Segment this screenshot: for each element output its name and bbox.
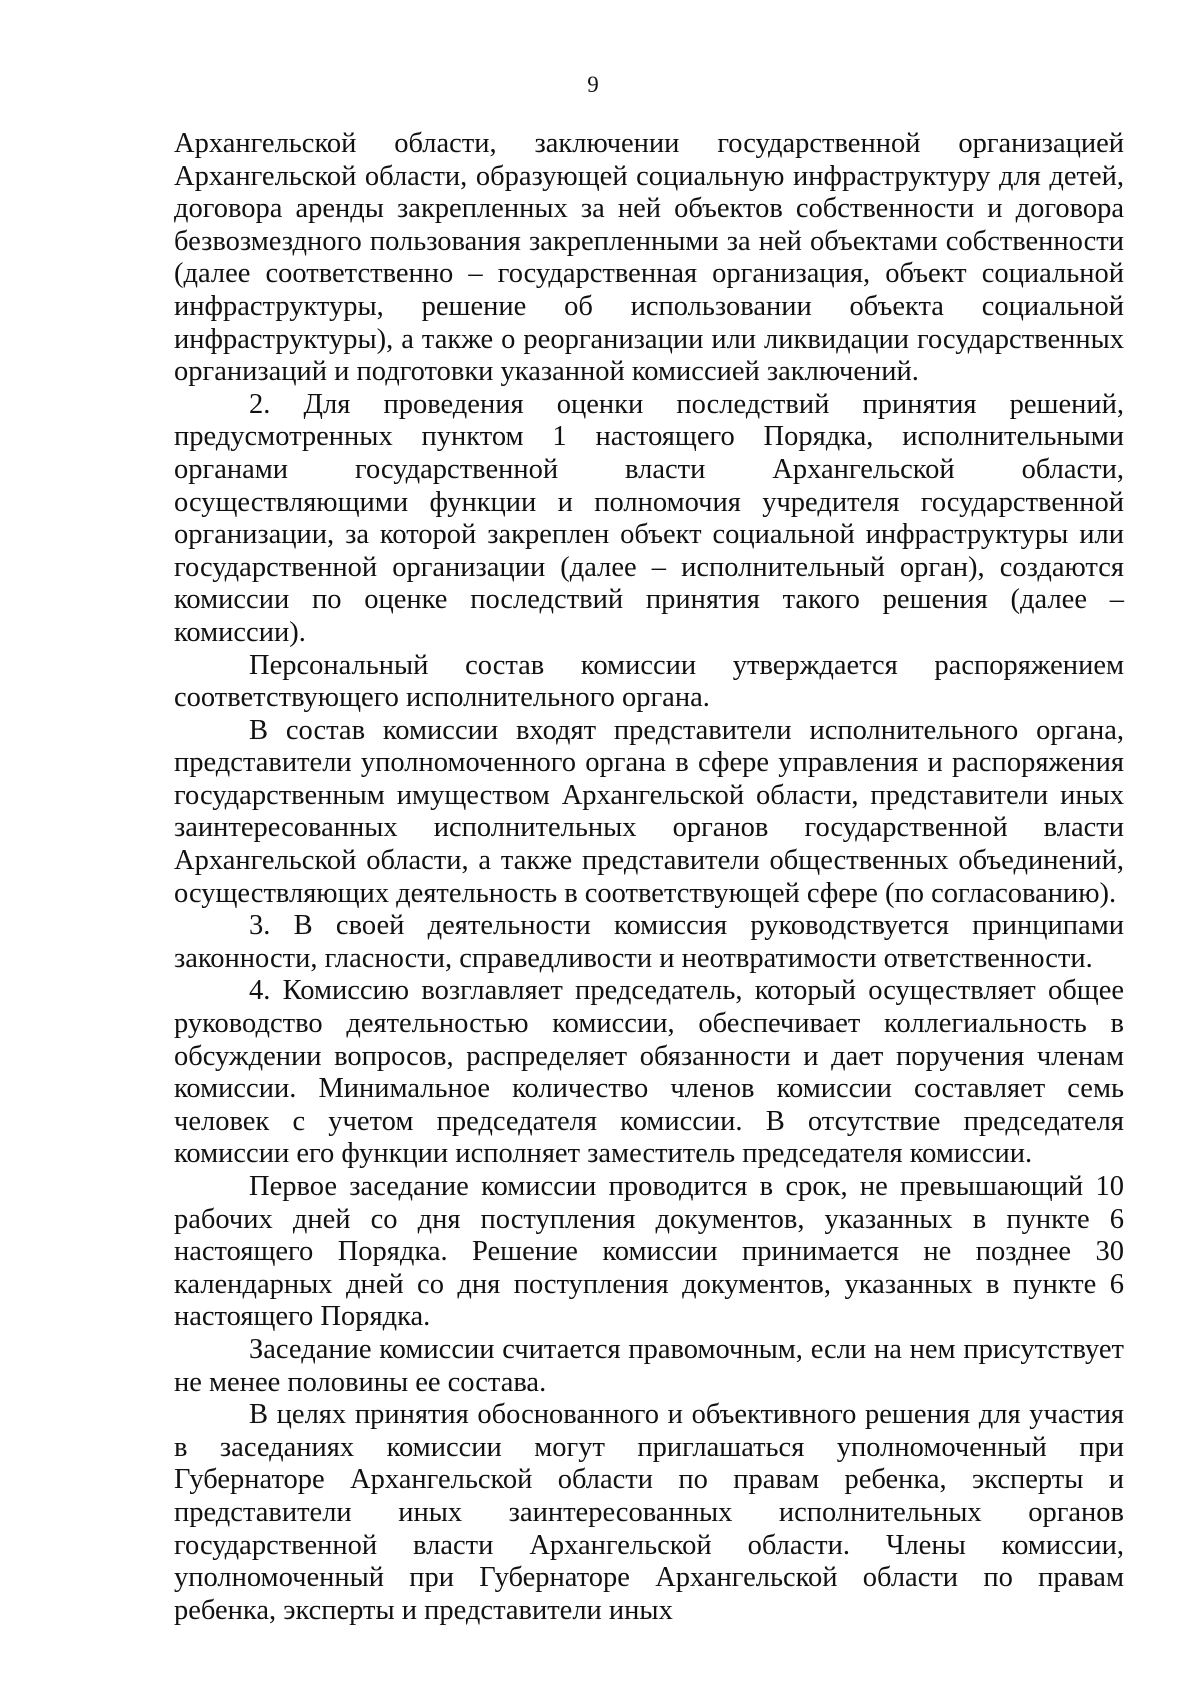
paragraph-quorum: Заседание комиссии считается правомочным, если на нем присутствует не менее половины ее состава. (174, 1333, 1124, 1398)
page-number: 9 (587, 72, 599, 97)
paragraph-item-3: 3. В своей деятельности комиссия руководствуется принципами законности, гласности, справедливости и неотвратимости ответственности. (174, 910, 1124, 974)
paragraph-invitees: В целях принятия обоснованного и объективного решения для участия в заседаниях комиссии могут приглашаться уполномоченный при Губернаторе Архангельской области по правам ребенка, эксперты и представители иных заинтересованных исполнительных органов государственной власти Архангельской области. Члены комиссии, уполномоченный при Губернаторе Архангельской области по правам ребенка, эксперты и представители иных (174, 1399, 1124, 1626)
paragraph-commission-members: В состав комиссии входят представители исполнительного органа, представители уполномоченного органа в сфере управления и распоряжения государственным имуществом Архангельской области, представители иных заинтересованных исполнительных органов государственной власти Архангельской области, а также представители общественных объединений, осуществляющих деятельность в соответствующей сфере (по согласованию). (174, 714, 1124, 909)
paragraph-item-2: 2. Для проведения оценки последствий принятия решений, предусмотренных пунктом 1 настоящего Порядка, исполнительными органами государственной власти Архангельской области, осуществляющими функции и полномочия учредителя государственной организации, за которой закреплен объект социальной инфраструктуры или государственной организации (далее – исполнительный орган), создаются комиссии по оценке последствий принятия такого решения (далее – комиссии). (174, 388, 1124, 648)
paragraph-item-4: 4. Комиссию возглавляет председатель, который осуществляет общее руководство деятельностью комиссии, обеспечивает коллегиальность в обсуждении вопросов, распределяет обязанности и дает поручения членам комиссии. Минимальное количество членов комиссии составляет семь человек с учетом председателя комиссии. В отсутствие председателя комиссии его функции исполняет заместитель председателя комиссии. (174, 975, 1124, 1170)
document-body (174, 128, 1124, 1627)
paragraph-personal-composition: Персональный состав комиссии утверждается распоряжением соответствующего исполнительного органа. (174, 649, 1124, 714)
paragraph-continuation: Архангельской области, заключении государственной организацией Архангельской области, образующей социальную инфраструктуру для детей, договора аренды закрепленных за ней объектов собственности и договора безвозмездного пользования закрепленными за ней объектами собственности (далее соответственно – государственная организация, объект социальной инфраструктуры, решение об использовании объекта социальной инфраструктуры), а также о реорганизации или ликвидации государственных организаций и подготовки указанной комиссией заключений. (174, 128, 1124, 388)
paragraph-first-meeting: Первое заседание комиссии проводится в срок, не превышающий 10 рабочих дней со дня поступления документов, указанных в пункте 6 настоящего Порядка. Решение комиссии принимается не позднее 30 календарных дней со дня поступления документов, указанных в пункте 6 настоящего Порядка. (174, 1171, 1124, 1333)
